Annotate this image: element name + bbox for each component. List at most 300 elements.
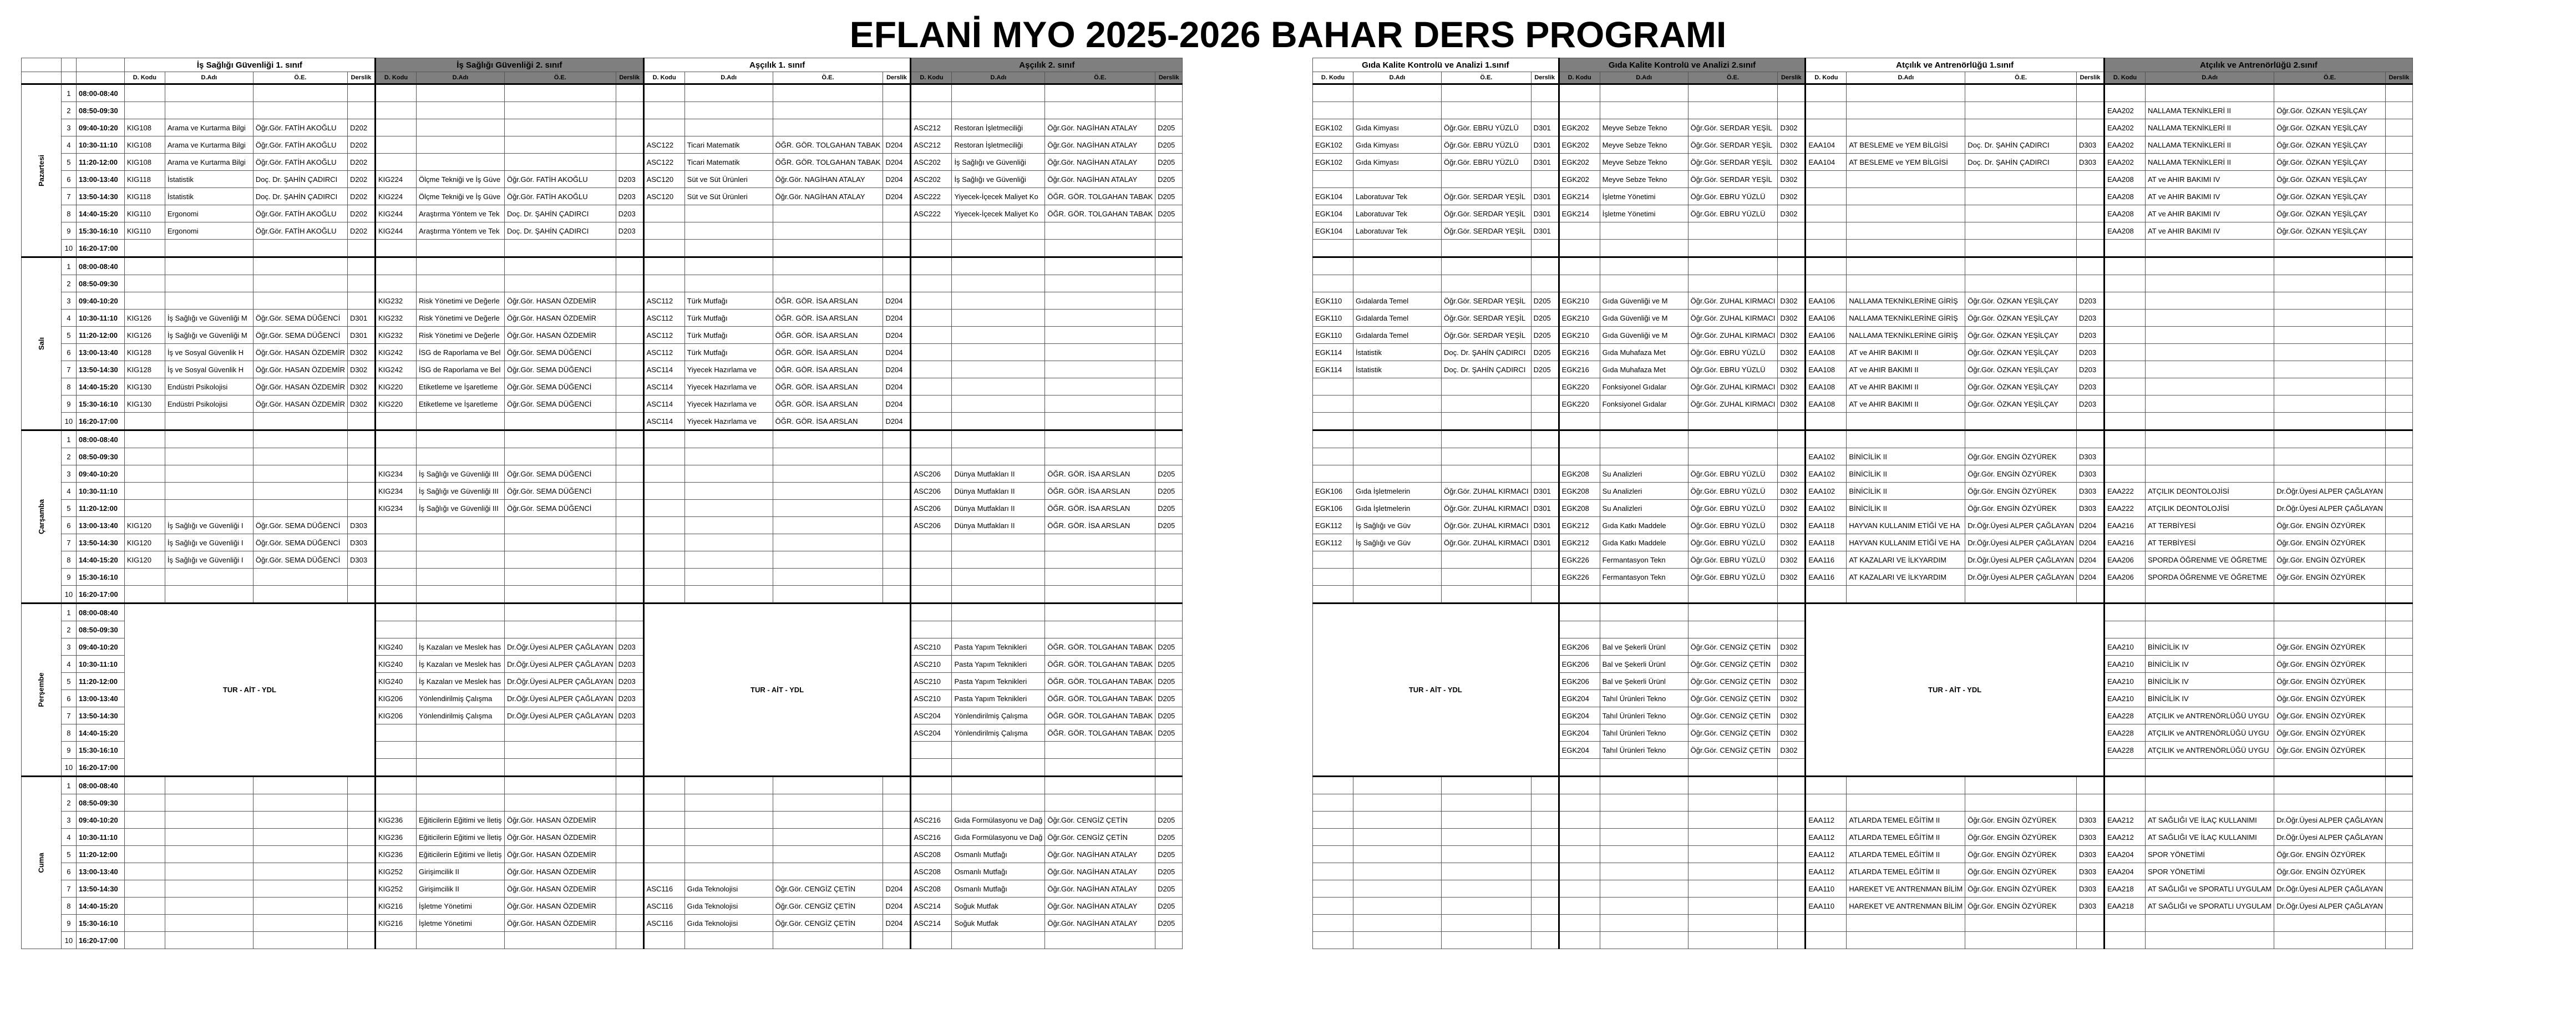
course-code xyxy=(2104,257,2145,275)
course-name: Tahıl Ürünleri Tekno xyxy=(1600,724,1688,742)
course-code xyxy=(1313,240,1353,257)
course-room xyxy=(616,898,643,915)
course-teacher xyxy=(2274,932,2386,949)
course-teacher: ÖĞR. GÖR. İSA ARSLAN xyxy=(773,378,883,396)
course-teacher xyxy=(253,569,347,586)
course-name xyxy=(2145,292,2274,310)
course-teacher: Dr.Öğr.Üyesi ALPER ÇAĞLAYAN xyxy=(1965,517,2077,534)
course-teacher: Öğr.Gör. ÖZKAN YEŞİLÇAY xyxy=(2274,154,2386,171)
slot-number: 3 xyxy=(61,638,76,656)
course-code xyxy=(1313,586,1353,604)
course-name: ATÇILIK ve ANTRENÖRLÜĞÜ UYGU xyxy=(2145,724,2274,742)
course-code: EGK212 xyxy=(1559,534,1600,551)
course-name: Ergonomi xyxy=(165,205,253,222)
column-header-teacher: Ö.E. xyxy=(1045,72,1155,84)
course-room xyxy=(2076,188,2104,205)
course-name xyxy=(2145,794,2274,812)
course-code xyxy=(375,932,416,949)
course-code xyxy=(1559,759,1600,777)
course-code xyxy=(643,240,684,257)
course-teacher xyxy=(1045,257,1155,275)
course-code xyxy=(124,257,165,275)
course-room xyxy=(1531,84,1559,102)
course-name: İş Kazaları ve Meslek has xyxy=(416,656,504,673)
course-name xyxy=(416,275,504,292)
course-name xyxy=(2145,327,2274,344)
slot-time: 09:40-10:20 xyxy=(76,638,124,656)
course-name: Soğuk Mutfak xyxy=(952,898,1045,915)
course-room: D203 xyxy=(616,707,643,724)
course-room: D204 xyxy=(883,344,911,361)
course-name xyxy=(1353,898,1442,915)
course-code xyxy=(911,534,952,551)
course-teacher xyxy=(1045,240,1155,257)
course-teacher xyxy=(1965,171,2077,188)
column-header-room: Derslik xyxy=(883,72,911,84)
course-teacher xyxy=(1688,586,1778,604)
slot-time: 14:40-15:20 xyxy=(76,724,124,742)
course-name xyxy=(416,102,504,119)
course-code xyxy=(124,794,165,812)
course-name xyxy=(1353,465,1442,483)
course-code: ASC112 xyxy=(643,292,684,310)
course-name: Gıda Katkı Maddele xyxy=(1600,534,1688,551)
course-teacher xyxy=(2274,915,2386,932)
course-code xyxy=(643,829,684,846)
course-name: BİNİCİLİK II xyxy=(1847,500,1965,517)
course-code: EAA228 xyxy=(2104,707,2145,724)
course-teacher xyxy=(1045,413,1155,430)
course-room: D202 xyxy=(347,222,375,240)
course-name xyxy=(165,569,253,586)
course-code xyxy=(1806,586,1847,604)
course-room xyxy=(1155,84,1183,102)
course-name xyxy=(416,586,504,604)
course-teacher xyxy=(2274,794,2386,812)
course-teacher xyxy=(773,846,883,863)
column-header-code: D. Kodu xyxy=(1313,72,1353,84)
course-teacher: Öğr.Gör. NAGİHAN ATALAY xyxy=(1045,171,1155,188)
course-room: D301 xyxy=(347,310,375,327)
course-name: Risk Yönetimi ve Değerle xyxy=(416,327,504,344)
course-room: D303 xyxy=(347,517,375,534)
course-room: D203 xyxy=(616,638,643,656)
course-room xyxy=(1155,448,1183,465)
course-code: EGK106 xyxy=(1313,500,1353,517)
slot-time: 16:20-17:00 xyxy=(76,932,124,949)
course-room: D203 xyxy=(616,188,643,205)
course-name xyxy=(2145,448,2274,465)
course-name: İSG de Raporlama ve Bel xyxy=(416,344,504,361)
course-name xyxy=(1353,586,1442,604)
course-name: İstatistik xyxy=(165,188,253,205)
course-code: ASC202 xyxy=(911,154,952,171)
course-name xyxy=(1353,812,1442,829)
corner-cell xyxy=(76,72,124,84)
course-name xyxy=(1600,915,1688,932)
slot-number: 6 xyxy=(61,344,76,361)
course-code: ASC116 xyxy=(643,915,684,932)
course-teacher xyxy=(1688,430,1778,448)
course-teacher: Öğr.Gör. ENGİN ÖZYÜREK xyxy=(1965,483,2077,500)
course-code xyxy=(1559,794,1600,812)
course-room: D204 xyxy=(883,361,911,378)
course-code xyxy=(124,430,165,448)
course-room xyxy=(2076,430,2104,448)
course-name xyxy=(1847,586,1965,604)
course-name xyxy=(2145,240,2274,257)
column-header-name: D.Adı xyxy=(165,72,253,84)
course-room xyxy=(2076,102,2104,119)
course-room xyxy=(347,915,375,932)
column-header-code: D. Kodu xyxy=(124,72,165,84)
course-name xyxy=(1353,275,1442,292)
course-teacher: Öğr.Gör. SERDAR YEŞİL xyxy=(1442,205,1532,222)
slot-number: 6 xyxy=(61,171,76,188)
course-name xyxy=(1600,812,1688,829)
course-room: D302 xyxy=(1778,396,1806,413)
course-name xyxy=(1847,84,1965,102)
course-room: D205 xyxy=(1531,310,1559,327)
course-code: EGK226 xyxy=(1559,551,1600,569)
course-name: HAREKET VE ANTRENMAN BİLİM xyxy=(1847,880,1965,898)
course-room xyxy=(2385,794,2412,812)
course-room xyxy=(1531,898,1559,915)
course-code: KIG110 xyxy=(124,205,165,222)
column-header-name: D.Adı xyxy=(952,72,1045,84)
course-teacher: Öğr.Gör. SEMA DÜĞENCİ xyxy=(253,551,347,569)
course-name: Risk Yönetimi ve Değerle xyxy=(416,292,504,310)
course-code xyxy=(1313,430,1353,448)
slot-time: 16:20-17:00 xyxy=(76,759,124,777)
course-teacher: Öğr.Gör. EBRU YÜZLÜ xyxy=(1442,136,1532,154)
course-name xyxy=(165,586,253,604)
course-teacher xyxy=(1965,413,2077,430)
slot-time: 16:20-17:00 xyxy=(76,586,124,604)
course-name xyxy=(1353,569,1442,586)
course-name xyxy=(1847,275,1965,292)
course-code xyxy=(1559,102,1600,119)
course-name: Girişimcilik II xyxy=(416,880,504,898)
course-teacher: Öğr.Gör. CENGİZ ÇETİN xyxy=(773,880,883,898)
course-teacher xyxy=(2274,327,2386,344)
course-name: Tahıl Ürünleri Tekno xyxy=(1600,690,1688,707)
course-name: İş Sağlığı ve Güvenliği III xyxy=(416,483,504,500)
course-name xyxy=(1353,915,1442,932)
course-name: SPORDA ÖĞRENME VE ÖĞRETME xyxy=(2145,569,2274,586)
course-room xyxy=(1778,604,1806,621)
course-room xyxy=(2076,119,2104,136)
course-name: AT BESLEME ve YEM BİLGİSİ xyxy=(1847,154,1965,171)
course-name: Süt ve Süt Ürünleri xyxy=(684,188,773,205)
course-name xyxy=(2145,586,2274,604)
course-room xyxy=(2385,915,2412,932)
course-room: D204 xyxy=(2076,569,2104,586)
course-teacher xyxy=(1688,604,1778,621)
slot-number: 7 xyxy=(61,534,76,551)
course-name: BİNİCİLİK II xyxy=(1847,465,1965,483)
course-name: BİNİCİLİK II xyxy=(1847,483,1965,500)
course-room xyxy=(2385,378,2412,396)
course-room xyxy=(616,136,643,154)
course-teacher xyxy=(253,898,347,915)
slot-number: 1 xyxy=(61,257,76,275)
course-room xyxy=(347,829,375,846)
course-room xyxy=(883,483,911,500)
course-code: ASC210 xyxy=(911,656,952,673)
course-room: D301 xyxy=(1531,517,1559,534)
course-room xyxy=(1531,171,1559,188)
course-code xyxy=(1313,396,1353,413)
course-teacher xyxy=(1965,586,2077,604)
course-room xyxy=(1531,812,1559,829)
column-header-code: D. Kodu xyxy=(1806,72,1847,84)
course-name: İş Sağlığı ve Güvenliği III xyxy=(416,500,504,517)
course-teacher: Öğr.Gör. CENGİZ ÇETİN xyxy=(1688,690,1778,707)
course-room xyxy=(616,759,643,777)
course-teacher xyxy=(1688,275,1778,292)
course-teacher xyxy=(2274,448,2386,465)
course-teacher: Öğr.Gör. ENGİN ÖZYÜREK xyxy=(2274,656,2386,673)
course-code xyxy=(911,569,952,586)
course-teacher xyxy=(504,759,616,777)
course-name: AT KAZALARI VE İLKYARDIM xyxy=(1847,551,1965,569)
course-code xyxy=(1559,812,1600,829)
course-teacher xyxy=(773,465,883,483)
course-code xyxy=(124,465,165,483)
course-code: EGK206 xyxy=(1559,638,1600,656)
course-teacher: Doç. Dr. ŞAHİN ÇADIRCI xyxy=(504,205,616,222)
course-room: D204 xyxy=(883,396,911,413)
course-code xyxy=(2104,327,2145,344)
course-code xyxy=(1313,551,1353,569)
course-room xyxy=(2385,707,2412,724)
course-room: D204 xyxy=(883,915,911,932)
course-room: D303 xyxy=(2076,829,2104,846)
column-header-code: D. Kodu xyxy=(2104,72,2145,84)
slot-time: 14:40-15:20 xyxy=(76,898,124,915)
course-room xyxy=(616,413,643,430)
course-code xyxy=(1559,829,1600,846)
course-teacher: Öğr.Gör. CENGİZ ÇETİN xyxy=(1688,742,1778,759)
course-room xyxy=(2385,500,2412,517)
course-name xyxy=(1847,102,1965,119)
course-teacher: ÖĞR. GÖR. TOLGAHAN TABAK xyxy=(1045,656,1155,673)
course-room xyxy=(616,240,643,257)
course-code xyxy=(911,292,952,310)
course-room xyxy=(347,84,375,102)
course-teacher: Öğr.Gör. SEMA DÜĞENCİ xyxy=(504,361,616,378)
course-teacher: Öğr.Gör. HASAN ÖZDEMİR xyxy=(504,292,616,310)
course-room: D205 xyxy=(1531,292,1559,310)
course-room xyxy=(1155,292,1183,310)
course-teacher xyxy=(773,222,883,240)
course-name xyxy=(684,465,773,483)
course-code: ASC116 xyxy=(643,898,684,915)
column-header-teacher: Ö.E. xyxy=(253,72,347,84)
course-teacher xyxy=(2274,378,2386,396)
course-teacher xyxy=(2274,396,2386,413)
course-teacher xyxy=(1965,84,2077,102)
column-header-room: Derslik xyxy=(1778,72,1806,84)
course-name: Yönlendirilmiş Çalışma xyxy=(416,690,504,707)
slot-time: 15:30-16:10 xyxy=(76,915,124,932)
slot-number: 8 xyxy=(61,378,76,396)
course-teacher: ÖĞR. GÖR. İSA ARSLAN xyxy=(773,361,883,378)
course-room xyxy=(2385,673,2412,690)
course-room xyxy=(2385,690,2412,707)
course-teacher xyxy=(504,257,616,275)
course-room: D301 xyxy=(1531,500,1559,517)
course-code xyxy=(2104,932,2145,949)
course-name: İşletme Yönetimi xyxy=(416,915,504,932)
course-code xyxy=(2104,915,2145,932)
course-teacher xyxy=(1688,915,1778,932)
course-name xyxy=(416,84,504,102)
course-room xyxy=(347,500,375,517)
course-name: ATÇILIK DEONTOLOJİSİ xyxy=(2145,483,2274,500)
course-code xyxy=(911,742,952,759)
course-room xyxy=(347,102,375,119)
course-teacher xyxy=(253,880,347,898)
course-teacher xyxy=(504,551,616,569)
course-code xyxy=(124,812,165,829)
slot-time: 11:20-12:00 xyxy=(76,500,124,517)
course-code: EAA102 xyxy=(1806,448,1847,465)
course-name: İSG de Raporlama ve Bel xyxy=(416,361,504,378)
course-code xyxy=(1806,240,1847,257)
course-name xyxy=(2145,344,2274,361)
course-teacher: ÖĞR. GÖR. TOLGAHAN TABAK xyxy=(1045,188,1155,205)
course-teacher: Öğr.Gör. ÖZKAN YEŞİLÇAY xyxy=(1965,292,2077,310)
course-room xyxy=(883,812,911,829)
course-room xyxy=(2385,119,2412,136)
slot-time: 13:00-13:40 xyxy=(76,171,124,188)
course-name: Endüstri Psikolojisi xyxy=(165,378,253,396)
course-code: KIG224 xyxy=(375,188,416,205)
course-code xyxy=(2104,794,2145,812)
course-code: KIG130 xyxy=(124,396,165,413)
course-room xyxy=(1778,621,1806,638)
course-teacher: Öğr.Gör. ZUHAL KIRMACI xyxy=(1688,378,1778,396)
course-teacher xyxy=(1442,240,1532,257)
course-teacher: Dr.Öğr.Üyesi ALPER ÇAĞLAYAN xyxy=(504,656,616,673)
course-name: İstatistik xyxy=(1353,361,1442,378)
course-room xyxy=(347,846,375,863)
course-code xyxy=(1313,880,1353,898)
course-room xyxy=(2385,430,2412,448)
course-code xyxy=(124,846,165,863)
course-code xyxy=(124,915,165,932)
slot-number: 8 xyxy=(61,205,76,222)
course-room: D302 xyxy=(1778,119,1806,136)
course-room: D302 xyxy=(1778,205,1806,222)
course-name xyxy=(165,84,253,102)
course-room xyxy=(1155,240,1183,257)
course-teacher: Öğr.Gör. NAGİHAN ATALAY xyxy=(1045,915,1155,932)
course-room xyxy=(883,777,911,794)
slot-time: 09:40-10:20 xyxy=(76,119,124,136)
course-code: EAA206 xyxy=(2104,569,2145,586)
course-name xyxy=(2145,777,2274,794)
course-code xyxy=(124,569,165,586)
course-room: D204 xyxy=(883,171,911,188)
course-code: KIG234 xyxy=(375,465,416,483)
course-room: D301 xyxy=(1531,483,1559,500)
course-code: EAA212 xyxy=(2104,829,2145,846)
column-header-room: Derslik xyxy=(2076,72,2104,84)
course-code xyxy=(1806,119,1847,136)
course-room xyxy=(2385,569,2412,586)
course-teacher xyxy=(504,430,616,448)
course-code: ASC222 xyxy=(911,188,952,205)
course-teacher xyxy=(1442,569,1532,586)
course-teacher: Öğr.Gör. ENGİN ÖZYÜREK xyxy=(1965,846,2077,863)
course-code xyxy=(375,724,416,742)
course-name xyxy=(416,430,504,448)
course-code xyxy=(643,430,684,448)
slot-time: 16:20-17:00 xyxy=(76,413,124,430)
course-name xyxy=(2145,430,2274,448)
page-title: EFLANİ MYO 2025-2026 BAHAR DERS PROGRAMI xyxy=(849,14,1727,55)
course-teacher xyxy=(773,205,883,222)
course-teacher xyxy=(1965,794,2077,812)
slot-time: 08:00-08:40 xyxy=(76,604,124,621)
course-teacher xyxy=(773,777,883,794)
course-teacher xyxy=(1442,275,1532,292)
course-teacher xyxy=(1045,534,1155,551)
course-name xyxy=(1600,621,1688,638)
course-code xyxy=(643,794,684,812)
column-header-teacher: Ö.E. xyxy=(1442,72,1532,84)
course-code xyxy=(643,500,684,517)
course-teacher xyxy=(504,136,616,154)
slot-number: 10 xyxy=(61,932,76,949)
course-code: EGK102 xyxy=(1313,154,1353,171)
course-name: Gıda Teknolojisi xyxy=(684,915,773,932)
course-code xyxy=(643,102,684,119)
course-name xyxy=(2145,465,2274,483)
course-teacher xyxy=(1045,448,1155,465)
course-name xyxy=(1600,604,1688,621)
course-room xyxy=(616,327,643,344)
course-teacher: Öğr.Gör. ZUHAL KIRMACI xyxy=(1442,500,1532,517)
course-code: EAA210 xyxy=(2104,656,2145,673)
course-teacher xyxy=(1045,310,1155,327)
course-teacher xyxy=(253,829,347,846)
course-name: Yönlendirilmiş Çalışma xyxy=(416,707,504,724)
course-room xyxy=(616,534,643,551)
course-room xyxy=(2076,240,2104,257)
course-teacher: Öğr.Gör. FATİH AKOĞLU xyxy=(253,136,347,154)
course-name xyxy=(684,586,773,604)
course-name: BİNİCİLİK IV xyxy=(2145,656,2274,673)
course-code xyxy=(1313,829,1353,846)
course-name: Fonksiyonel Gıdalar xyxy=(1600,396,1688,413)
course-teacher: Öğr.Gör. ZUHAL KIRMACI xyxy=(1688,396,1778,413)
course-teacher: Öğr.Gör. EBRU YÜZLÜ xyxy=(1688,569,1778,586)
course-name xyxy=(952,310,1045,327)
course-name: Yönlendirilmiş Çalışma xyxy=(952,724,1045,742)
slot-number: 10 xyxy=(61,586,76,604)
course-room xyxy=(2385,188,2412,205)
course-code xyxy=(2104,448,2145,465)
course-teacher xyxy=(773,257,883,275)
corner-cell xyxy=(22,72,62,84)
course-teacher xyxy=(1442,551,1532,569)
course-room xyxy=(1778,880,1806,898)
course-name: Arama ve Kurtarma Bilgi xyxy=(165,119,253,136)
